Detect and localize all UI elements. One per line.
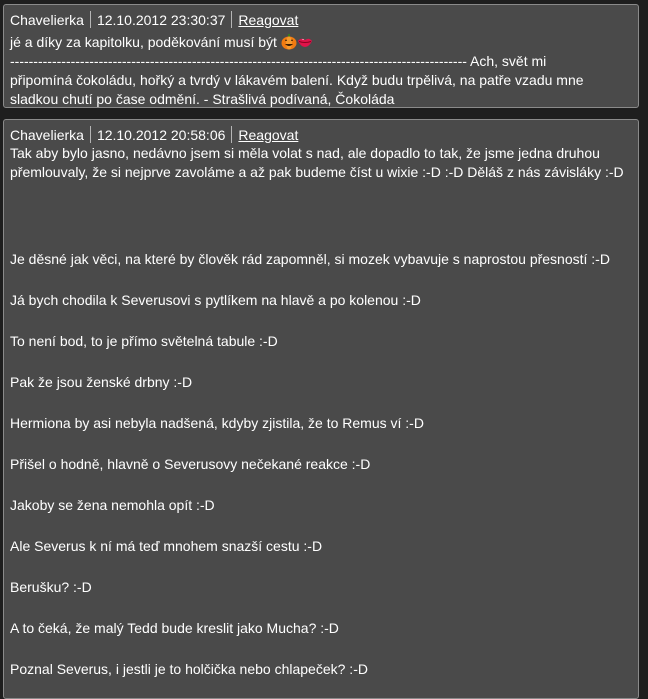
- comment-paragraph: Pak že jsou ženské drbny :-D: [10, 374, 193, 390]
- comment-author: Chavelierka: [10, 127, 84, 143]
- comment-paragraph: Hermiona by asi nebyla nadšená, kdyby zjistila, že to Remus ví :-D: [10, 415, 424, 431]
- comment-line: jé a díky za kapitolku, poděkování musí být: [10, 33, 600, 52]
- comment-datetime: 12.10.2012 20:58:06: [96, 127, 226, 143]
- comment-paragraph: To není bod, to je přímo světelná tabule :-D: [10, 333, 278, 349]
- comment-line: Tak aby bylo jasno, nedávno jsem si měla volat s nad, ale dopadlo to tak, že jsme jedna druhou: [10, 145, 600, 161]
- comment-line: -------------------------------------------------------------------------------------------------- Ach, svět mi: [10, 53, 547, 69]
- comment-body: [10, 33, 600, 109]
- meta-divider: [90, 126, 91, 143]
- comment-paragraph: Přišel o hodně, hlavně o Severusovy nečekané reakce :-D: [10, 456, 371, 472]
- kiss-lips-icon: [297, 34, 313, 50]
- meta-divider: [90, 11, 91, 28]
- comment-meta: [10, 11, 298, 29]
- comment-line: přemlouvaly, že si nejprve zavoláme a až pak budeme číst u wixie :-D :-D Děláš z nás závisláky :-D: [10, 164, 624, 180]
- comment-paragraph: Ale Severus k ní má teď mnohem snazší cestu :-D: [10, 538, 323, 554]
- comment-2: [3, 119, 639, 699]
- comment-paragraph: Jakoby se žena nemohla opít :-D: [10, 497, 215, 513]
- comment-meta: [10, 126, 298, 144]
- comment-body: [10, 144, 630, 182]
- comment-author: Chavelierka: [10, 12, 84, 28]
- meta-divider: [231, 11, 232, 28]
- comment-paragraph: Je děsné jak věci, na které by člověk rád zapomněl, si mozek vybavuje s naprostou přesností :-D: [10, 251, 610, 267]
- comment-paragraph: Já bych chodila k Severusovi s pytlíkem na hlavě a po kolenou :-D: [10, 292, 421, 308]
- reply-link[interactable]: Reagovat: [238, 12, 299, 28]
- comment-1: [3, 4, 639, 108]
- comment-paragraph: Poznal Severus, i jestli je to holčička nebo chlapeček? :-D: [10, 661, 368, 677]
- pumpkin-smiley-icon: [281, 34, 297, 50]
- comment-line: sladkou chutí po čase odmění. - Strašlivá podívaná, Čokoláda: [10, 91, 395, 107]
- comment-paragraph: A to čeká, že malý Tedd bude kreslit jako Mucha? :-D: [10, 620, 339, 636]
- comment-paragraph: Berušku? :-D: [10, 579, 92, 595]
- meta-divider: [231, 126, 232, 143]
- comment-line: připomíná čokoládu, hořký a tvrdý v lákavém balení. Když budu trpělivá, na patře vzadu mne: [10, 72, 584, 88]
- reply-link[interactable]: Reagovat: [238, 127, 299, 143]
- comment-datetime: 12.10.2012 23:30:37: [96, 12, 226, 28]
